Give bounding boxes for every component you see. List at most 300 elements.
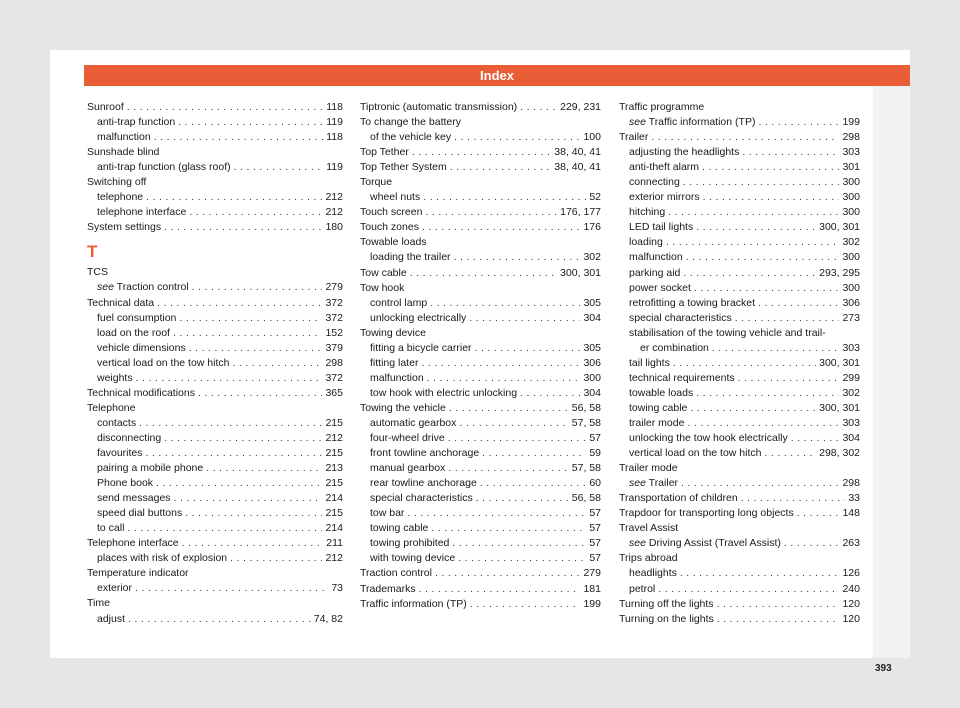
index-term [629,220,693,235]
index-term [370,386,517,401]
index-term-text: Touch screen [360,206,423,219]
dot-leader [454,250,581,265]
index-subentry [619,296,860,311]
index-term-text: Telephone interface [87,537,179,550]
index-page-refs: 300, 301 [560,266,601,279]
index-page-refs: 57 [589,432,601,445]
index-subentry [360,371,601,386]
index-term-text: towable loads [629,386,694,399]
index-page-refs: 379 [325,341,343,354]
index-page-refs: 300, 301 [819,221,860,234]
index-subentry [360,311,601,326]
index-subentry [87,476,343,491]
index-term [97,416,136,431]
index-term [370,506,404,521]
index-header-bar [84,65,910,86]
dot-leader [135,581,328,596]
index-page-refs: 212 [325,431,343,444]
index-term [640,341,709,356]
index-subentry [619,190,860,205]
index-term-text: Sunroof [87,101,124,113]
dot-leader [742,145,839,160]
index-page-refs: 148 [842,507,860,520]
index-entry [87,386,343,401]
index-entry-heading: Towing device [360,326,426,339]
dot-leader [784,536,840,551]
dot-leader [666,235,840,250]
index-page-refs: 57, 58 [571,462,601,475]
index-subentry [87,190,343,205]
dot-leader [458,551,586,566]
index-page-refs: 176, 177 [560,206,601,219]
index-term-text: fitting a bicycle carrier [370,341,472,354]
index-subentry [87,115,343,130]
index-term [370,250,451,265]
dot-leader [178,115,323,130]
index-term [360,597,467,612]
dot-leader [717,597,840,612]
index-term [370,356,418,371]
index-term [370,190,420,205]
index-page-refs: 214 [325,492,343,505]
index-subentry [360,446,601,461]
index-page-refs: 199 [842,116,860,129]
see-reference-label: see [97,281,114,294]
index-page-refs: 372 [325,296,343,309]
index-page-refs: 302 [842,386,860,399]
index-entry [360,401,601,416]
index-page-refs: 118 [326,101,343,113]
index-page-refs: 74, 82 [313,612,343,625]
index-page-refs: 152 [325,326,343,339]
index-term-text: Trailer [645,477,679,490]
index-column-1 [87,100,343,627]
index-entry-heading: Traffic programme [619,101,705,113]
index-entry-heading: TCS [87,266,108,279]
index-page-refs: 57 [589,522,601,535]
index-entry [360,220,601,235]
index-term [97,280,189,295]
index-term-text: Trapdoor for transporting long objects [619,507,794,520]
index-subentry [360,356,601,371]
index-term-text: Trailer [619,131,649,144]
index-page-refs: 306 [583,356,601,369]
index-term [629,250,683,265]
index-term-text: loading the trailer [370,251,451,264]
index-term-text: malfunction [97,131,151,144]
index-term-text: headlights [629,567,677,580]
index-term-text: Turning on the lights [619,612,714,625]
index-term [87,100,124,115]
page-gutter [873,86,910,658]
index-term [629,416,684,431]
index-page-refs: 300 [842,191,860,204]
index-entry [619,597,860,612]
dot-leader [164,220,322,235]
index-term [97,461,203,476]
dot-leader [758,296,839,311]
index-entry-heading: stabilisation of the towing vehicle and trail- [629,326,826,339]
index-term [619,491,738,506]
index-term-text: manual gearbox [370,462,446,475]
index-page-refs: 215 [325,507,343,520]
index-entry [87,220,343,235]
index-page-refs: 372 [325,371,343,384]
index-entry-heading: Trailer mode [619,462,678,475]
see-reference-label: see [629,477,646,490]
index-entry [619,612,860,627]
index-term [97,190,143,205]
index-term-text: Driving Assist (Travel Assist) [645,537,781,550]
dot-leader [189,341,323,356]
index-subentry [619,145,860,160]
index-term-text: malfunction [370,371,424,384]
index-term [629,446,762,461]
index-term [360,582,416,597]
index-term [629,566,677,581]
index-term [87,220,161,235]
dot-leader [189,205,322,220]
dot-leader [173,326,322,341]
dot-leader [658,582,839,597]
index-subentry [360,521,601,536]
dot-leader [435,566,580,581]
index-entry-heading: Towable loads [360,236,427,249]
dot-leader [164,431,322,446]
index-page-refs: 212 [325,552,343,565]
dot-leader [703,190,840,205]
index-page-refs: 293, 295 [819,266,860,279]
index-page-refs: 119 [326,161,343,174]
page-number: 393 [875,663,892,674]
index-page-refs: 298 [842,477,860,490]
index-term-text: Top Tether System [360,161,447,174]
index-term-text: tail lights [629,356,670,369]
index-term [629,296,755,311]
index-term-text: Trademarks [360,582,416,595]
dot-leader [410,266,557,281]
index-term-text: towing cable [629,401,688,414]
index-entry [360,145,601,160]
index-entry-heading: To change the battery [360,116,461,129]
index-subentry [619,205,860,220]
index-term [97,130,151,145]
index-term [87,536,179,551]
index-term-text: adjusting the headlights [629,146,740,159]
dot-leader [668,205,839,220]
index-term [97,205,186,220]
index-subentry [87,341,343,356]
index-page-refs: 300 [583,371,601,384]
index-term-text: contacts [97,416,137,429]
index-page-refs: 56, 58 [571,492,601,505]
index-page-refs: 273 [842,311,860,324]
index-term-text: Turning off the lights [619,597,714,610]
dot-leader [157,296,322,311]
index-term-text: weights [97,371,133,384]
dot-leader [683,266,816,281]
index-page-refs: 300, 301 [819,356,860,369]
dot-leader [680,566,840,581]
dot-leader [430,296,580,311]
index-term-text: unlocking electrically [370,311,467,324]
index-subentry [87,581,343,596]
index-term [360,205,422,220]
index-subentry [360,250,601,265]
index-term-text: Traction control [113,281,189,294]
index-term [97,431,161,446]
index-page-refs: 33 [848,492,860,505]
index-page-refs: 181 [583,582,601,595]
index-subentry [87,311,343,326]
index-entry [360,597,601,612]
dot-leader [419,582,581,597]
index-page-refs: 229, 231 [560,101,601,113]
index-term [87,296,154,311]
index-term [370,296,427,311]
index-entry [360,205,601,220]
dot-leader [421,356,580,371]
index-column-2 [360,100,601,612]
dot-leader [192,280,323,295]
index-term-text: fitting later [370,356,419,369]
index-term-text: connecting [629,176,680,189]
index-term-text: exterior [97,582,133,595]
index-entry [360,566,601,581]
index-page-refs: 119 [326,116,343,129]
dot-leader [702,160,839,175]
index-term-text: favourites [97,446,143,459]
index-subentry [360,476,601,491]
index-page-refs: 304 [842,432,860,445]
index-page-refs: 126 [842,567,860,580]
index-term-text: Phone book [97,477,154,490]
dot-leader [717,612,840,627]
index-page-refs: 176 [583,221,601,234]
index-term [629,386,693,401]
index-term [629,401,687,416]
index-term-text: trailer mode [629,416,685,429]
index-term [360,266,407,281]
index-term [370,431,445,446]
index-page-refs: 300 [842,251,860,264]
index-subentry [87,326,343,341]
index-term-text: tow hook with electric unlocking [370,386,518,399]
index-term [629,431,788,446]
index-term [370,341,472,356]
index-page-refs: 59 [589,447,601,460]
dot-leader [765,446,817,461]
index-subentry [619,416,860,431]
dot-leader [712,341,840,356]
index-term [370,461,445,476]
index-term-text: Technical modifications [87,386,195,399]
dot-leader [450,160,552,175]
index-entry [360,266,601,281]
index-term [360,401,446,416]
dot-leader [673,356,816,371]
dot-leader [469,311,580,326]
index-term-text: unlocking the tow hook electrically [629,432,788,445]
index-page-refs: 73 [331,582,343,595]
index-term [97,326,170,341]
index-entry [360,582,601,597]
index-page-refs: 300 [842,281,860,294]
index-subentry [619,235,860,250]
index-page-refs: 365 [325,386,343,399]
index-entry [360,100,601,115]
index-term-text: malfunction [629,251,683,264]
index-term-text: petrol [629,582,656,595]
index-subentry [619,115,860,130]
dot-leader [407,506,586,521]
dot-leader [127,100,323,115]
dot-leader [412,145,551,160]
index-page-refs: 57 [589,552,601,565]
index-term [97,506,182,521]
dot-leader [146,446,323,461]
dot-leader [476,491,569,506]
dot-leader [454,130,580,145]
index-subentry [87,205,343,220]
index-page-refs: 302 [842,236,860,249]
index-page-refs: 298, 302 [819,447,860,460]
index-subentry [619,220,860,235]
index-term-text: vehicle dimensions [97,341,186,354]
index-term [629,536,781,551]
index-term [619,130,648,145]
index-subentry [619,431,860,446]
dot-leader [154,130,324,145]
index-page-refs: 213 [325,462,343,475]
dot-leader [480,476,586,491]
index-term [97,476,153,491]
index-term [97,160,231,175]
index-term-text: power socket [629,281,691,294]
index-term [629,281,691,296]
index-entry [87,100,343,115]
index-letter-heading: T [87,242,98,262]
index-term-text: pairing a mobile phone [97,462,204,475]
index-page-refs: 305 [583,341,601,354]
index-term [370,551,455,566]
dot-leader [482,446,586,461]
index-subentry [619,476,860,491]
index-page-refs: 57 [589,537,601,550]
index-term [370,130,451,145]
index-term-text: exterior mirrors [629,191,700,204]
index-entry-heading: Travel Assist [619,522,679,535]
index-subentry [87,506,343,521]
index-term-text: special characteristics [629,311,732,324]
index-page-refs: 240 [842,582,860,595]
index-term-text: automatic gearbox [370,416,457,429]
index-subentry [87,491,343,506]
index-page-refs: 56, 58 [571,401,601,414]
dot-leader [128,612,311,627]
dot-leader [452,536,586,551]
index-term-text: anti-theft alarm [629,161,700,174]
index-term-text: Towing the vehicle [360,401,446,414]
index-page-refs: 300 [842,176,860,189]
index-term-text: towing prohibited [370,537,450,550]
dot-leader [694,281,840,296]
index-term [97,581,132,596]
index-subentry [619,371,860,386]
dot-leader [139,416,322,431]
index-entry-heading: Time [87,597,110,610]
index-term [87,386,195,401]
dot-leader [791,431,840,446]
index-page-refs: 100 [583,131,601,144]
dot-leader [681,476,839,491]
index-term [97,341,186,356]
index-term-text: places with risk of explosion [97,552,228,565]
index-subentry [87,356,343,371]
index-term-text: with towing device [370,552,456,565]
index-page-refs: 118 [326,131,343,144]
dot-leader [425,205,557,220]
index-page-refs: 302 [583,251,601,264]
index-subentry [87,612,343,627]
index-term [360,220,419,235]
index-subentry [619,341,860,356]
index-term [629,476,678,491]
index-page-refs: 303 [842,341,860,354]
index-subentry [87,461,343,476]
index-term-text: special characteristics [370,492,473,505]
index-subentry [87,416,343,431]
index-term [97,521,124,536]
index-term [629,115,755,130]
index-term [629,205,665,220]
index-page-refs: 303 [842,416,860,429]
index-page-refs: 215 [325,446,343,459]
index-subentry [360,491,601,506]
index-term-text: control lamp [370,296,428,309]
index-subentry [360,130,601,145]
dot-leader [174,491,323,506]
dot-leader [423,190,586,205]
dot-leader [448,431,587,446]
index-page-refs: 120 [842,597,860,610]
index-subentry [360,341,601,356]
index-term [370,536,449,551]
dot-leader [136,371,323,386]
index-page-refs: 120 [842,612,860,625]
index-subentry [619,175,860,190]
index-term-text: Traction control [360,567,432,580]
dot-leader [696,386,839,401]
index-term [370,311,466,326]
index-term [370,416,456,431]
index-term-text: Traffic information (TP) [360,597,467,610]
index-subentry [87,371,343,386]
index-term-text: send messages [97,492,171,505]
index-term-text: rear towline anchorage [370,477,477,490]
index-entry-heading: Switching off [87,176,147,189]
index-term [97,612,125,627]
index-page-refs: 215 [325,416,343,429]
index-term [370,371,424,386]
index-term-text: wheel nuts [370,191,421,204]
index-term-text: Technical data [87,296,155,309]
index-page-refs: 57, 58 [571,416,601,429]
dot-leader [179,311,322,326]
index-term [97,551,227,566]
index-term-text: System settings [87,221,162,234]
index-column-3 [619,100,860,627]
